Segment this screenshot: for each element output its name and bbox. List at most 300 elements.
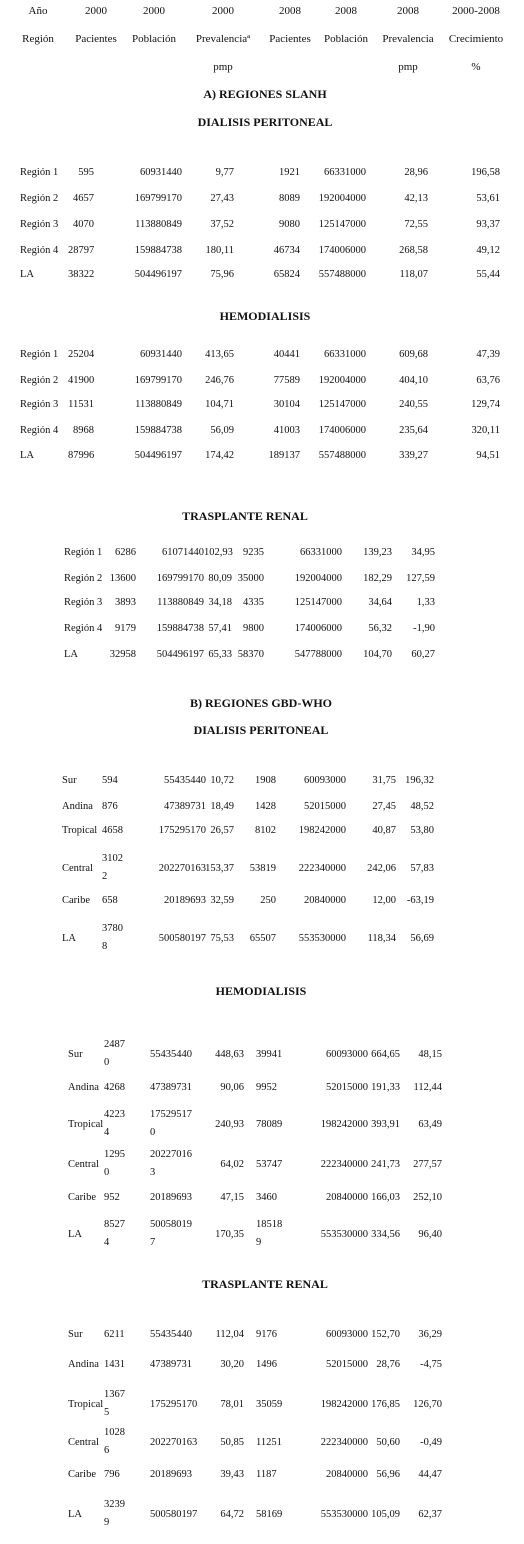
table-row-cell: 20840000 — [326, 1469, 368, 1480]
table-row-cell: 553530000 — [320, 1509, 368, 1520]
table-row-cell: 9,77 — [215, 167, 234, 178]
table-row-cell: 1428 — [255, 801, 276, 812]
table-row-cell: 46734 — [273, 245, 300, 256]
table-title: DIALISIS PERITONEAL — [197, 115, 333, 129]
table-title: TRASPLANTE RENAL — [182, 509, 308, 523]
table-row-cell: 7 — [150, 1237, 156, 1248]
header-year-cell: 2000 — [85, 5, 107, 17]
table-row-region-label: Región 1 — [20, 167, 59, 178]
table-row-cell: 20227016 — [150, 1149, 192, 1160]
table-row-cell: 4 — [104, 1237, 110, 1248]
table-row-cell: 64,02 — [220, 1159, 244, 1170]
table-row-region-label: Región 4 — [64, 623, 103, 634]
table-row-cell: 152,70 — [371, 1329, 400, 1340]
table-row-cell: 9952 — [256, 1082, 277, 1093]
table-row-cell: 34,64 — [368, 597, 392, 608]
table-row-cell: 3102 — [102, 853, 123, 864]
table-row-cell: 66331000 — [300, 547, 342, 558]
table-row-cell: 10,72 — [210, 775, 234, 786]
table-row-cell: 52015000 — [326, 1082, 368, 1093]
table-row-region-label: Región 1 — [64, 547, 103, 558]
table-row-cell: 500580197 — [158, 933, 206, 944]
table-row-cell: 39,43 — [220, 1469, 244, 1480]
table-row-cell: 40441 — [273, 349, 300, 360]
table-row-cell: 60093000 — [304, 775, 346, 786]
table-row-cell: 32958 — [109, 649, 136, 660]
table-row-region-label: Andina — [68, 1359, 99, 1370]
table-row-cell: 20189693 — [150, 1469, 192, 1480]
table-row-cell: 44,47 — [418, 1469, 442, 1480]
table-row-cell: 169799170 — [134, 193, 182, 204]
table-row-cell: 30104 — [273, 399, 300, 410]
table-row-cell: 202270163 — [158, 863, 206, 874]
table-row-region-label: Región 4 — [20, 425, 59, 436]
table-row-cell: 4268 — [104, 1082, 125, 1093]
table-row-cell: 125147000 — [318, 399, 366, 410]
table-row-cell: 504496197 — [156, 649, 204, 660]
table-row-cell: 78089 — [256, 1119, 283, 1130]
table-row-cell: 66331000 — [324, 349, 366, 360]
table-row-cell: 174,42 — [205, 450, 234, 461]
table-row-cell: 6211 — [104, 1329, 125, 1340]
table-row-cell: 240,93 — [215, 1119, 244, 1130]
table-row-cell: 0 — [104, 1167, 110, 1178]
table-row-cell: 11531 — [68, 399, 94, 410]
table-row-region-label: Caribe — [62, 895, 90, 906]
table-row-cell: 105,09 — [371, 1509, 400, 1520]
table-row-cell: 25204 — [68, 349, 95, 360]
table-row-cell: 191,33 — [371, 1082, 400, 1093]
table-row-cell: 242,06 — [367, 863, 396, 874]
table-row-cell: 129,74 — [471, 399, 500, 410]
table-row-cell: 9179 — [115, 623, 136, 634]
table-row-cell: 180,11 — [205, 245, 234, 256]
table-row-cell: 500580197 — [150, 1509, 198, 1520]
table-row-cell: 3780 — [102, 923, 123, 934]
table-row-cell: 796 — [104, 1469, 120, 1480]
table-row-cell: 52015000 — [304, 801, 346, 812]
table-row-cell: 2 — [102, 871, 108, 882]
table-row-cell: 174006000 — [294, 623, 342, 634]
table-row-region-label: Región 2 — [64, 573, 103, 584]
table-row-cell: 104,70 — [363, 649, 392, 660]
table-row-cell: 196,58 — [471, 167, 500, 178]
header-year-cell: 2000 — [212, 5, 234, 17]
table-row-cell: 55,44 — [476, 269, 500, 280]
table-row-cell: 66331000 — [324, 167, 366, 178]
table-row-cell: 53,61 — [476, 193, 500, 204]
table-row-cell: 17529517 — [150, 1109, 192, 1120]
table-row-cell: 47389731 — [164, 801, 206, 812]
table-row-cell: 20189693 — [164, 895, 206, 906]
table-row-cell: 39941 — [256, 1049, 283, 1060]
table-row-cell: 80,09 — [208, 573, 232, 584]
table-row-region-label: Caribe — [68, 1192, 96, 1203]
table-row-cell: 56,32 — [368, 623, 392, 634]
table-row-region-label: LA — [68, 1229, 82, 1240]
table-row-region-label: Sur — [68, 1049, 83, 1060]
table-row-cell: 404,10 — [399, 375, 428, 386]
table-row-cell: 93,37 — [476, 219, 500, 230]
table-row-cell: 52015000 — [326, 1359, 368, 1370]
table-row-cell: 58169 — [256, 1509, 283, 1520]
table-row-region-label: Sur — [62, 775, 77, 786]
table-row-cell: 126,70 — [413, 1399, 442, 1410]
table-row-cell: 6286 — [115, 547, 136, 558]
table-row-cell: 27,43 — [210, 193, 234, 204]
header-label-cell: Población — [132, 33, 176, 45]
table-row-region-label: LA — [64, 649, 78, 660]
table-row-cell: 8102 — [255, 825, 276, 836]
table-row-cell: 102,93 — [204, 547, 233, 558]
table-row-cell: 27,45 — [372, 801, 396, 812]
table-row-cell: 47,39 — [476, 349, 500, 360]
table-row-cell: 28,76 — [376, 1359, 400, 1370]
table-row-cell: 113880849 — [135, 399, 182, 410]
table-row-cell: 40,87 — [372, 825, 396, 836]
table-row-cell: 127,59 — [406, 573, 435, 584]
table-row-cell: 104,71 — [205, 399, 234, 410]
section-heading: B) REGIONES GBD-WHO — [189, 696, 333, 710]
table-row-cell: 30,20 — [220, 1359, 244, 1370]
table-row-cell: 3239 — [104, 1499, 125, 1510]
table-row-cell: 118,07 — [399, 269, 428, 280]
table-row-cell: 55435440 — [150, 1329, 192, 1340]
table-row-cell: 153,37 — [205, 863, 234, 874]
table-row-cell: 47389731 — [150, 1082, 192, 1093]
table-title: DIALISIS PERITONEAL — [193, 723, 329, 737]
header-unit-cell: pmp — [213, 61, 233, 73]
table-row-cell: 4070 — [73, 219, 94, 230]
table-row-cell: 53747 — [256, 1159, 283, 1170]
table-row-cell: 28797 — [68, 245, 95, 256]
table-row-cell: 8 — [102, 941, 108, 952]
table-row-cell: 139,23 — [363, 547, 392, 558]
header-year-cell: 2008 — [279, 5, 301, 17]
table-row-cell: 28,96 — [404, 167, 428, 178]
table-row-region-label: Tropical — [62, 825, 98, 836]
table-row-cell: 47,15 — [220, 1192, 244, 1203]
table-row-cell: 8089 — [279, 193, 300, 204]
table-row-cell: 3460 — [256, 1192, 277, 1203]
table-row-region-label: Región 2 — [20, 193, 59, 204]
table-row-region-label: Central — [62, 863, 93, 874]
table-row-cell: 4223 — [104, 1109, 125, 1120]
table-row-cell: 4657 — [73, 193, 94, 204]
table-row-cell: 222340000 — [320, 1437, 368, 1448]
table-row-cell: 175295170 — [150, 1399, 198, 1410]
table-row-cell: 1921 — [279, 167, 300, 178]
table-row-cell: 61071440 — [162, 547, 204, 558]
table-row-cell: 90,06 — [220, 1082, 244, 1093]
table-row-cell: 169799170 — [156, 573, 204, 584]
table-row-region-label: Región 1 — [20, 349, 59, 360]
table-row-region-label: Caribe — [68, 1469, 96, 1480]
table-row-cell: 72,55 — [404, 219, 428, 230]
header-label-cell: Crecimiento — [448, 33, 504, 45]
table-row-cell: 198242000 — [320, 1119, 368, 1130]
header-label-cell: Pacientes — [75, 33, 117, 45]
table-row-cell: 5 — [104, 1407, 110, 1418]
table-row-cell: 9800 — [243, 623, 264, 634]
table-row-cell: 3893 — [115, 597, 136, 608]
table-row-cell: 553530000 — [320, 1229, 368, 1240]
table-row-cell: 557488000 — [318, 269, 366, 280]
table-row-cell: 56,09 — [210, 425, 234, 436]
header-unit-cell: pmp — [398, 61, 418, 73]
table-row-cell: 13600 — [109, 573, 136, 584]
table-row-region-label: Tropical — [68, 1399, 104, 1410]
table-row-cell: 9080 — [279, 219, 300, 230]
table-row-cell: 53819 — [249, 863, 276, 874]
table-row-cell: 50,85 — [220, 1437, 244, 1448]
table-row-cell: 198242000 — [320, 1399, 368, 1410]
table-row-cell: 8968 — [73, 425, 94, 436]
table-row-region-label: Región 3 — [64, 597, 103, 608]
table-row-cell: 94,51 — [476, 450, 500, 461]
table-row-cell: 166,03 — [371, 1192, 400, 1203]
table-row-region-label: Tropical — [68, 1119, 104, 1130]
table-row-cell: 1367 — [104, 1389, 125, 1400]
table-row-cell: 169799170 — [134, 375, 182, 386]
table-row-region-label: Región 3 — [20, 219, 59, 230]
table-row-cell: 339,27 — [399, 450, 428, 461]
table-row-region-label: Andina — [68, 1082, 99, 1093]
table-row-cell: 1295 — [104, 1149, 125, 1160]
table-row-cell: 96,40 — [418, 1229, 442, 1240]
table-row-cell: 170,35 — [215, 1229, 244, 1240]
table-row-cell: 1908 — [255, 775, 276, 786]
table-row-cell: 174006000 — [318, 425, 366, 436]
table-row-cell: 60093000 — [326, 1049, 368, 1060]
table-row-cell: 18,49 — [210, 801, 234, 812]
table-row-cell: 250 — [260, 895, 276, 906]
table-row-cell: 35000 — [237, 573, 264, 584]
table-row-cell: 20840000 — [326, 1192, 368, 1203]
table-row-cell: 1431 — [104, 1359, 125, 1370]
table-row-cell: 9176 — [256, 1329, 277, 1340]
table-row-cell: 38322 — [68, 269, 95, 280]
table-row-cell: 53,80 — [410, 825, 434, 836]
table-row-cell: 557488000 — [318, 450, 366, 461]
table-row-cell: 48,15 — [418, 1049, 442, 1060]
table-row-cell: 9 — [104, 1517, 110, 1528]
table-row-cell: 240,55 — [399, 399, 428, 410]
table-row-cell: 20189693 — [150, 1192, 192, 1203]
header-year-cell: 2008 — [335, 5, 357, 17]
table-row-cell: 57,83 — [410, 863, 434, 874]
table-row-region-label: LA — [20, 269, 34, 280]
header-label-cell: Pacientes — [269, 33, 311, 45]
table-row-cell: 125147000 — [318, 219, 366, 230]
table-row-cell: 65824 — [273, 269, 300, 280]
table-row-cell: 334,56 — [371, 1229, 400, 1240]
table-row-cell: 3 — [150, 1167, 156, 1178]
table-row-cell: 112,04 — [215, 1329, 244, 1340]
header-year-cell: 2008 — [397, 5, 419, 17]
table-row-region-label: LA — [62, 933, 76, 944]
table-row-cell: 77589 — [273, 375, 300, 386]
table-row-cell: 60931440 — [140, 349, 182, 360]
table-row-cell: 174006000 — [318, 245, 366, 256]
table-row-cell: 876 — [102, 801, 118, 812]
table-row-cell: 20840000 — [304, 895, 346, 906]
table-row-region-label: Andina — [62, 801, 93, 812]
table-row-cell: 9 — [256, 1237, 262, 1248]
table-row-cell: 6 — [104, 1445, 110, 1456]
table-row-region-label: Región 2 — [20, 375, 59, 386]
table-row-cell: 268,58 — [399, 245, 428, 256]
table-row-cell: 0 — [104, 1057, 110, 1068]
table-row-cell: 41900 — [68, 375, 95, 386]
table-row-cell: -0,49 — [420, 1437, 442, 1448]
table-row-cell: 196,32 — [405, 775, 434, 786]
table-row-region-label: Central — [68, 1437, 99, 1448]
table-row-cell: 50,60 — [376, 1437, 400, 1448]
table-row-cell: 504496197 — [134, 269, 182, 280]
table-row-cell: 87996 — [68, 450, 95, 461]
table-row-cell: 594 — [102, 775, 118, 786]
table-row-cell: 2487 — [104, 1039, 125, 1050]
section-heading: A) REGIONES SLANH — [203, 87, 327, 101]
table-row-cell: 47389731 — [150, 1359, 192, 1370]
table-row-cell: 198242000 — [298, 825, 346, 836]
table-row-cell: -63,19 — [406, 895, 434, 906]
header-year-cell: 2000-2008 — [452, 5, 500, 17]
table-row-cell: 277,57 — [413, 1159, 442, 1170]
table-row-cell: -4,75 — [420, 1359, 442, 1370]
table-row-cell: 9235 — [243, 547, 264, 558]
table-row-cell: 241,73 — [371, 1159, 400, 1170]
table-row-cell: 41003 — [273, 425, 300, 436]
table-row-cell: 159884738 — [156, 623, 204, 634]
table-row-cell: 182,29 — [363, 573, 392, 584]
table-row-cell: 50058019 — [150, 1219, 192, 1230]
table-row-cell: 246,76 — [205, 375, 234, 386]
table-row-region-label: LA — [68, 1509, 82, 1520]
table-row-cell: 547788000 — [294, 649, 342, 660]
table-row-cell: 26,57 — [210, 825, 234, 836]
header-unit-cell: % — [471, 61, 481, 73]
table-row-cell: 35059 — [256, 1399, 283, 1410]
table-row-cell: 75,53 — [210, 933, 234, 944]
table-row-cell: 553530000 — [298, 933, 346, 944]
table-row-cell: 159884738 — [134, 245, 182, 256]
table-row-cell: 413,65 — [205, 349, 234, 360]
table-row-cell: 113880849 — [135, 219, 182, 230]
table-row-cell: 192004000 — [294, 573, 342, 584]
table-row-region-label: Región 3 — [20, 399, 59, 410]
table-row-cell: 11251 — [256, 1437, 282, 1448]
table-row-cell: 595 — [78, 167, 94, 178]
table-row-cell: 34,18 — [208, 597, 232, 608]
table-row-cell: 664,65 — [371, 1049, 400, 1060]
table-row-cell: 159884738 — [134, 425, 182, 436]
table-row-cell: 252,10 — [413, 1192, 442, 1203]
table-row-cell: 658 — [102, 895, 118, 906]
table-row-cell: 504496197 — [134, 450, 182, 461]
table-row-cell: 48,52 — [410, 801, 434, 812]
table-row-cell: 1028 — [104, 1427, 125, 1438]
table-row-cell: 0 — [150, 1127, 156, 1138]
header-label-cell: Población — [324, 33, 368, 45]
table-row-cell: 1,33 — [416, 597, 435, 608]
table-row-cell: 222340000 — [320, 1159, 368, 1170]
table-row-region-label: Región 4 — [20, 245, 59, 256]
table-row-cell: 235,64 — [399, 425, 428, 436]
table-row-cell: 202270163 — [150, 1437, 198, 1448]
table-row-cell: 4658 — [102, 825, 123, 836]
table-row-cell: 58370 — [237, 649, 264, 660]
table-row-cell: 78,01 — [220, 1399, 244, 1410]
header-year-cell: 2000 — [143, 5, 165, 17]
table-row-cell: 56,69 — [410, 933, 434, 944]
header-label-cell: Prevalencia — [382, 33, 434, 45]
table-row-cell: 37,52 — [210, 219, 234, 230]
table-row-cell: 63,76 — [476, 375, 500, 386]
table-row-cell: 125147000 — [294, 597, 342, 608]
table-row-cell: 63,49 — [418, 1119, 442, 1130]
header-year-cell: Año — [28, 5, 48, 17]
table-row-region-label: LA — [20, 450, 34, 461]
table-row-cell: -1,90 — [413, 623, 435, 634]
table-row-cell: 49,12 — [476, 245, 500, 256]
table-row-cell: 176,85 — [371, 1399, 400, 1410]
table-row-cell: 4335 — [243, 597, 264, 608]
table-row-cell: 4 — [104, 1127, 110, 1138]
table-row-cell: 1496 — [256, 1359, 277, 1370]
table-row-cell: 320,11 — [471, 425, 500, 436]
table-row-cell: 192004000 — [318, 375, 366, 386]
table-row-cell: 112,44 — [413, 1082, 442, 1093]
table-row-cell: 192004000 — [318, 193, 366, 204]
table-row-cell: 62,37 — [418, 1509, 442, 1520]
table-row-cell: 448,63 — [215, 1049, 244, 1060]
table-row-region-label: Central — [68, 1159, 99, 1170]
table-row-cell: 57,41 — [208, 623, 232, 634]
table-title: HEMODIALISIS — [219, 309, 311, 323]
table-row-cell: 31,75 — [372, 775, 396, 786]
table-row-cell: 609,68 — [399, 349, 428, 360]
table-row-cell: 175295170 — [158, 825, 206, 836]
table-row-cell: 189137 — [268, 450, 300, 461]
table-row-cell: 32,59 — [210, 895, 234, 906]
table-row-cell: 75,96 — [210, 269, 234, 280]
table-row-cell: 12,00 — [372, 895, 396, 906]
table-row-cell: 56,96 — [376, 1469, 400, 1480]
table-row-cell: 34,95 — [411, 547, 435, 558]
table-row-cell: 55435440 — [164, 775, 206, 786]
table-row-cell: 42,13 — [404, 193, 428, 204]
table-row-cell: 60093000 — [326, 1329, 368, 1340]
table-row-cell: 18518 — [256, 1219, 283, 1230]
table-row-cell: 64,72 — [220, 1509, 244, 1520]
table-row-cell: 55435440 — [150, 1049, 192, 1060]
table-row-cell: 118,34 — [367, 933, 396, 944]
table-row-cell: 60931440 — [140, 167, 182, 178]
table-row-cell: 65,33 — [208, 649, 232, 660]
table-row-cell: 60,27 — [411, 649, 435, 660]
table-row-cell: 222340000 — [298, 863, 346, 874]
header-label-cell: Prevalenciaª — [195, 33, 251, 45]
table-row-cell: 1187 — [256, 1469, 277, 1480]
table-row-cell: 65507 — [249, 933, 276, 944]
table-row-cell: 393,91 — [371, 1119, 400, 1130]
table-row-cell: 8527 — [104, 1219, 125, 1230]
table-title: HEMODIALISIS — [215, 984, 307, 998]
table-title: TRASPLANTE RENAL — [202, 1277, 328, 1291]
header-label-cell: Región — [22, 33, 54, 45]
